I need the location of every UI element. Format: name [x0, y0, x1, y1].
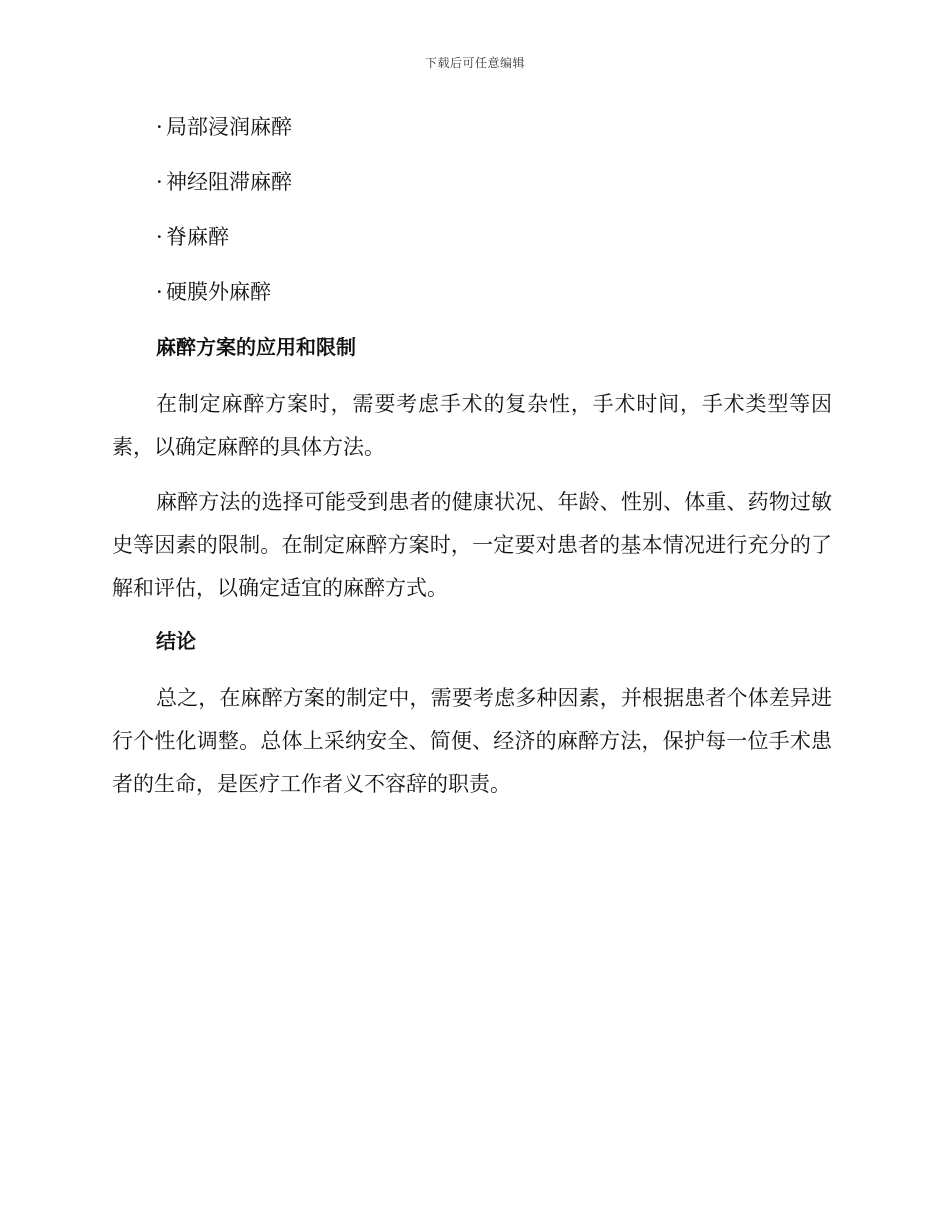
- list-item: [156, 218, 832, 256]
- list-item: [156, 163, 832, 201]
- bullet-marker: ·: [156, 170, 163, 194]
- list-item: [156, 273, 832, 311]
- list-item-text: 硬膜外麻醉: [166, 280, 271, 304]
- paragraph: 总之，在麻醉方案的制定中，需要考虑多种因素，并根据患者个体差异进行个性化调整。总体上采纳安全、简便、经济的麻醉方法，保护每一位手术患者的生命，是医疗工作者义不容辞的职责。: [112, 686, 832, 796]
- list-item-text: 神经阻滞麻醉: [166, 170, 292, 194]
- bullet-marker: ·: [156, 225, 163, 249]
- bullet-marker: ·: [156, 115, 163, 139]
- page-header: 下载后可任意编辑: [424, 56, 525, 70]
- bullet-marker: ·: [156, 280, 163, 304]
- list-item-text: 脊麻醉: [166, 225, 229, 249]
- paragraph: 麻醉方法的选择可能受到患者的健康状况、年龄、性别、体重、药物过敏史等因素的限制。在制定麻醉方案时，一定要对患者的基本情况进行充分的了解和评估，以确定适宜的麻醉方式。: [112, 490, 832, 600]
- document-body: [112, 108, 832, 818]
- list-item-text: 局部浸润麻醉: [166, 115, 292, 139]
- section-heading-conclusion: 结论: [156, 629, 196, 653]
- section-heading-application-limits: 麻醉方案的应用和限制: [156, 335, 356, 359]
- paragraph: 在制定麻醉方案时，需要考虑手术的复杂性，手术时间，手术类型等因素，以确定麻醉的具体方法。: [112, 392, 832, 459]
- list-item: [156, 108, 832, 146]
